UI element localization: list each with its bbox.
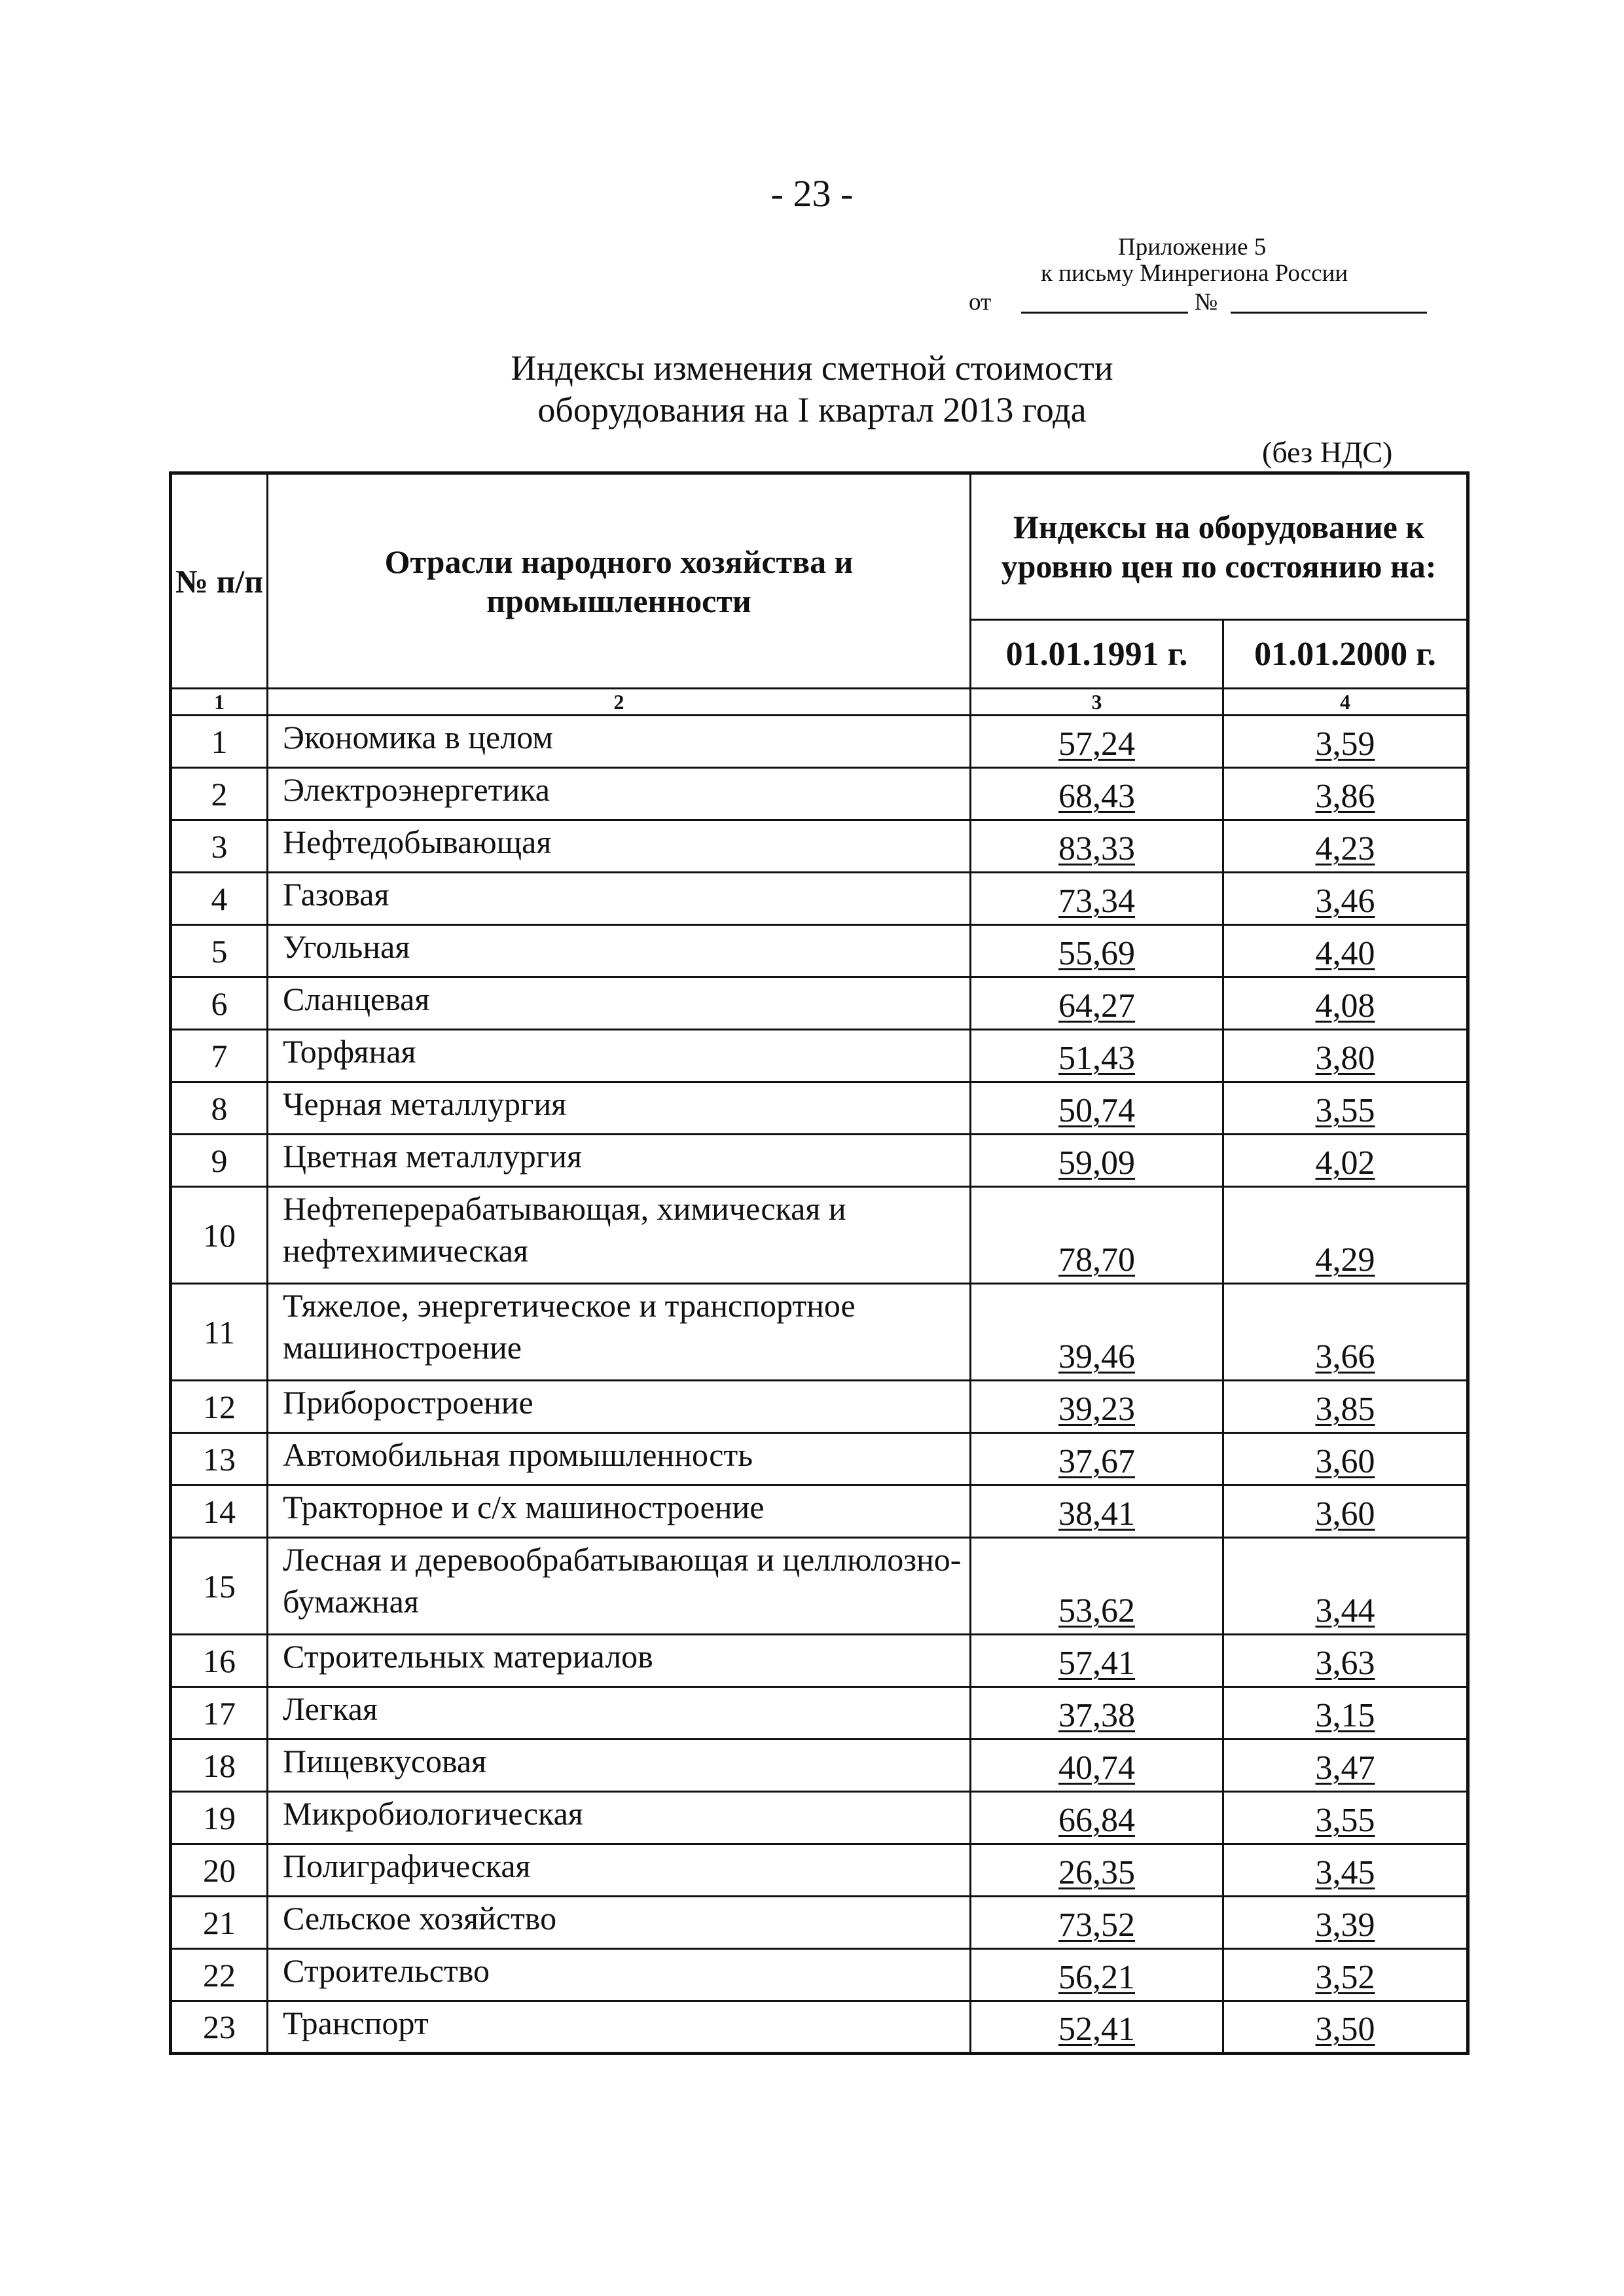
index-1991-value: 52,41 xyxy=(1058,2011,1135,2048)
sector-name: Тракторное и с/х машиностроение xyxy=(268,1485,971,1538)
index-1991-cell xyxy=(971,2001,1223,2054)
index-1991-value: 55,69 xyxy=(1058,935,1135,972)
indices-table xyxy=(169,471,1470,2055)
sector-name: Строительных материалов xyxy=(268,1635,971,1687)
table-row xyxy=(171,716,1468,768)
index-2000-cell xyxy=(1223,768,1468,820)
index-1991-value: 37,67 xyxy=(1058,1443,1135,1480)
index-2000-value: 3,60 xyxy=(1315,1443,1375,1480)
index-2000-cell xyxy=(1223,925,1468,977)
index-2000-cell xyxy=(1223,1538,1468,1635)
sector-name: Лесная и деревообрабатывающая и целлюлозно-бумажная xyxy=(268,1538,971,1635)
table-row xyxy=(171,1635,1468,1687)
index-2000-cell xyxy=(1223,1284,1468,1381)
table-row xyxy=(171,1485,1468,1538)
index-1991-cell xyxy=(971,977,1223,1030)
index-2000-value: 3,59 xyxy=(1315,725,1375,763)
row-number: 10 xyxy=(171,1187,268,1284)
row-number: 5 xyxy=(171,925,268,977)
from-label: от xyxy=(969,289,992,316)
table-row xyxy=(171,1381,1468,1433)
index-2000-cell xyxy=(1223,1949,1468,2001)
index-2000-value: 3,45 xyxy=(1315,1854,1375,1891)
index-1991-value: 68,43 xyxy=(1058,778,1135,815)
index-2000-value: 3,80 xyxy=(1315,1040,1375,1077)
index-2000-value: 3,44 xyxy=(1315,1592,1375,1630)
column-number: 1 xyxy=(171,689,268,716)
sector-name: Сельское хозяйство xyxy=(268,1897,971,1949)
table-row xyxy=(171,1687,1468,1740)
index-1991-cell xyxy=(971,1949,1223,2001)
sector-name: Транспорт xyxy=(268,2001,971,2054)
sector-name: Электроэнергетика xyxy=(268,768,971,820)
table-row xyxy=(171,1897,1468,1949)
index-2000-cell xyxy=(1223,1740,1468,1792)
index-1991-value: 39,23 xyxy=(1058,1391,1135,1428)
table-row xyxy=(171,1030,1468,1082)
index-2000-value: 3,52 xyxy=(1315,1959,1375,1996)
row-number: 15 xyxy=(171,1538,268,1635)
index-2000-cell xyxy=(1223,977,1468,1030)
index-2000-value: 3,85 xyxy=(1315,1391,1375,1428)
index-2000-value: 3,55 xyxy=(1315,1802,1375,1839)
index-2000-value: 4,23 xyxy=(1315,830,1375,867)
sector-name: Черная металлургия xyxy=(268,1082,971,1135)
row-number: 20 xyxy=(171,1844,268,1897)
index-2000-value: 3,15 xyxy=(1315,1697,1375,1734)
sector-name: Микробиологическая xyxy=(268,1792,971,1844)
appendix-letter-ref: к письму Минрегиона России xyxy=(1041,260,1348,287)
index-2000-cell xyxy=(1223,716,1468,768)
index-1991-value: 38,41 xyxy=(1058,1495,1135,1533)
table-row xyxy=(171,977,1468,1030)
index-1991-cell xyxy=(971,1538,1223,1635)
index-1991-cell xyxy=(971,1740,1223,1792)
table-row xyxy=(171,873,1468,925)
sector-name: Полиграфическая xyxy=(268,1844,971,1897)
index-2000-value: 4,29 xyxy=(1315,1241,1375,1279)
row-number: 1 xyxy=(171,716,268,768)
index-1991-cell xyxy=(971,925,1223,977)
column-number: 4 xyxy=(1223,689,1468,716)
index-2000-value: 3,66 xyxy=(1315,1338,1375,1376)
number-label: № xyxy=(1195,289,1218,316)
title-line-2: оборудования на I квартал 2013 года xyxy=(537,390,1087,429)
index-1991-value: 56,21 xyxy=(1058,1959,1135,1996)
index-2000-cell xyxy=(1223,1687,1468,1740)
index-1991-value: 73,52 xyxy=(1058,1906,1135,1944)
index-2000-value: 4,08 xyxy=(1315,987,1375,1025)
row-number: 11 xyxy=(171,1284,268,1381)
index-1991-cell xyxy=(971,1030,1223,1082)
sector-name: Газовая xyxy=(268,873,971,925)
sector-name: Строительство xyxy=(268,1949,971,2001)
index-2000-value: 3,39 xyxy=(1315,1906,1375,1944)
row-number: 16 xyxy=(171,1635,268,1687)
index-2000-value: 3,86 xyxy=(1315,778,1375,815)
index-1991-value: 40,74 xyxy=(1058,1749,1135,1787)
row-number: 21 xyxy=(171,1897,268,1949)
index-1991-value: 57,41 xyxy=(1058,1645,1135,1682)
index-2000-cell xyxy=(1223,1485,1468,1538)
index-2000-cell xyxy=(1223,1792,1468,1844)
row-number: 3 xyxy=(171,820,268,873)
index-2000-value: 3,55 xyxy=(1315,1092,1375,1129)
index-1991-cell xyxy=(971,1082,1223,1135)
index-2000-cell xyxy=(1223,1135,1468,1187)
column-number: 3 xyxy=(971,689,1223,716)
table-row xyxy=(171,1538,1468,1635)
row-number: 8 xyxy=(171,1082,268,1135)
index-2000-cell xyxy=(1223,1381,1468,1433)
index-1991-cell xyxy=(971,820,1223,873)
page-number: - 23 - xyxy=(770,172,854,215)
index-1991-cell xyxy=(971,768,1223,820)
sector-name: Автомобильная промышленность xyxy=(268,1433,971,1485)
sector-name: Приборостроение xyxy=(268,1381,971,1433)
table-row xyxy=(171,925,1468,977)
row-number: 2 xyxy=(171,768,268,820)
index-1991-value: 73,34 xyxy=(1058,883,1135,920)
table-row xyxy=(171,2001,1468,2054)
header-sector: Отрасли народного хозяйства и промышленности xyxy=(268,473,971,689)
index-2000-value: 3,50 xyxy=(1315,2011,1375,2048)
index-1991-value: 51,43 xyxy=(1058,1040,1135,1077)
index-1991-cell xyxy=(971,1897,1223,1949)
row-number: 14 xyxy=(171,1485,268,1538)
appendix-date-number-line xyxy=(969,287,1427,318)
table-row xyxy=(171,1135,1468,1187)
index-2000-cell xyxy=(1223,1844,1468,1897)
appendix-title: Приложение 5 xyxy=(1118,234,1267,261)
sector-name: Нефтеперерабатывающая, химическая и нефтехимическая xyxy=(268,1187,971,1284)
title-line-1: Индексы изменения сметной стоимости xyxy=(511,348,1113,388)
index-1991-cell xyxy=(971,716,1223,768)
date-blank-line xyxy=(1021,312,1188,314)
row-number: 6 xyxy=(171,977,268,1030)
index-1991-value: 66,84 xyxy=(1058,1802,1135,1839)
index-2000-cell xyxy=(1223,1897,1468,1949)
index-1991-value: 78,70 xyxy=(1058,1241,1135,1279)
table-row xyxy=(171,768,1468,820)
index-1991-cell xyxy=(971,1687,1223,1740)
number-blank-line xyxy=(1231,312,1427,314)
index-2000-value: 3,60 xyxy=(1315,1495,1375,1533)
index-2000-cell xyxy=(1223,1187,1468,1284)
row-number: 9 xyxy=(171,1135,268,1187)
row-number: 12 xyxy=(171,1381,268,1433)
vat-note: (без НДС) xyxy=(1262,435,1393,469)
index-2000-cell xyxy=(1223,820,1468,873)
row-number: 23 xyxy=(171,2001,268,2054)
index-2000-value: 4,40 xyxy=(1315,935,1375,972)
index-2000-cell xyxy=(1223,1635,1468,1687)
index-1991-value: 39,46 xyxy=(1058,1338,1135,1376)
row-number: 13 xyxy=(171,1433,268,1485)
document-title xyxy=(0,347,1624,431)
index-1991-value: 57,24 xyxy=(1058,725,1135,763)
header-num: № п/п xyxy=(171,473,268,689)
table-row xyxy=(171,1082,1468,1135)
row-number: 19 xyxy=(171,1792,268,1844)
header-date-2000: 01.01.2000 г. xyxy=(1223,620,1468,689)
table-row xyxy=(171,1187,1468,1284)
index-1991-cell xyxy=(971,1381,1223,1433)
index-2000-cell xyxy=(1223,1030,1468,1082)
row-number: 18 xyxy=(171,1740,268,1792)
index-1991-value: 53,62 xyxy=(1058,1592,1135,1630)
table-row xyxy=(171,1740,1468,1792)
table-row xyxy=(171,1844,1468,1897)
sector-name: Угольная xyxy=(268,925,971,977)
index-2000-value: 4,02 xyxy=(1315,1144,1375,1182)
index-1991-value: 64,27 xyxy=(1058,987,1135,1025)
index-1991-cell xyxy=(971,1792,1223,1844)
appendix-note xyxy=(969,234,1427,318)
row-number: 17 xyxy=(171,1687,268,1740)
index-1991-cell xyxy=(971,1284,1223,1381)
row-number: 7 xyxy=(171,1030,268,1082)
index-1991-value: 59,09 xyxy=(1058,1144,1135,1182)
index-1991-cell xyxy=(971,1844,1223,1897)
row-number: 22 xyxy=(171,1949,268,2001)
sector-name: Торфяная xyxy=(268,1030,971,1082)
sector-name: Легкая xyxy=(268,1687,971,1740)
sector-name: Тяжелое, энергетическое и транспортное машиностроение xyxy=(268,1284,971,1381)
index-1991-cell xyxy=(971,1635,1223,1687)
sector-name: Экономика в целом xyxy=(268,716,971,768)
column-numbers-row xyxy=(171,689,1468,716)
header-indices: Индексы на оборудование к уровню цен по состоянию на: xyxy=(971,473,1468,620)
index-2000-cell xyxy=(1223,1433,1468,1485)
table-row xyxy=(171,820,1468,873)
index-1991-cell xyxy=(971,1187,1223,1284)
index-2000-value: 3,46 xyxy=(1315,883,1375,920)
index-1991-cell xyxy=(971,1135,1223,1187)
column-number: 2 xyxy=(268,689,971,716)
index-1991-value: 50,74 xyxy=(1058,1092,1135,1129)
sector-name: Пищевкусовая xyxy=(268,1740,971,1792)
index-1991-cell xyxy=(971,1485,1223,1538)
index-2000-value: 3,47 xyxy=(1315,1749,1375,1787)
index-2000-cell xyxy=(1223,2001,1468,2054)
table-row xyxy=(171,1949,1468,2001)
table-row xyxy=(171,1433,1468,1485)
table-row xyxy=(171,1284,1468,1381)
index-1991-cell xyxy=(971,1433,1223,1485)
table-row xyxy=(171,1792,1468,1844)
row-number: 4 xyxy=(171,873,268,925)
index-1991-value: 26,35 xyxy=(1058,1854,1135,1891)
header-date-1991: 01.01.1991 г. xyxy=(971,620,1223,689)
index-1991-cell xyxy=(971,873,1223,925)
index-2000-cell xyxy=(1223,873,1468,925)
index-2000-cell xyxy=(1223,1082,1468,1135)
sector-name: Нефтедобывающая xyxy=(268,820,971,873)
sector-name: Сланцевая xyxy=(268,977,971,1030)
index-1991-value: 37,38 xyxy=(1058,1697,1135,1734)
index-1991-value: 83,33 xyxy=(1058,830,1135,867)
sector-name: Цветная металлургия xyxy=(268,1135,971,1187)
index-2000-value: 3,63 xyxy=(1315,1645,1375,1682)
